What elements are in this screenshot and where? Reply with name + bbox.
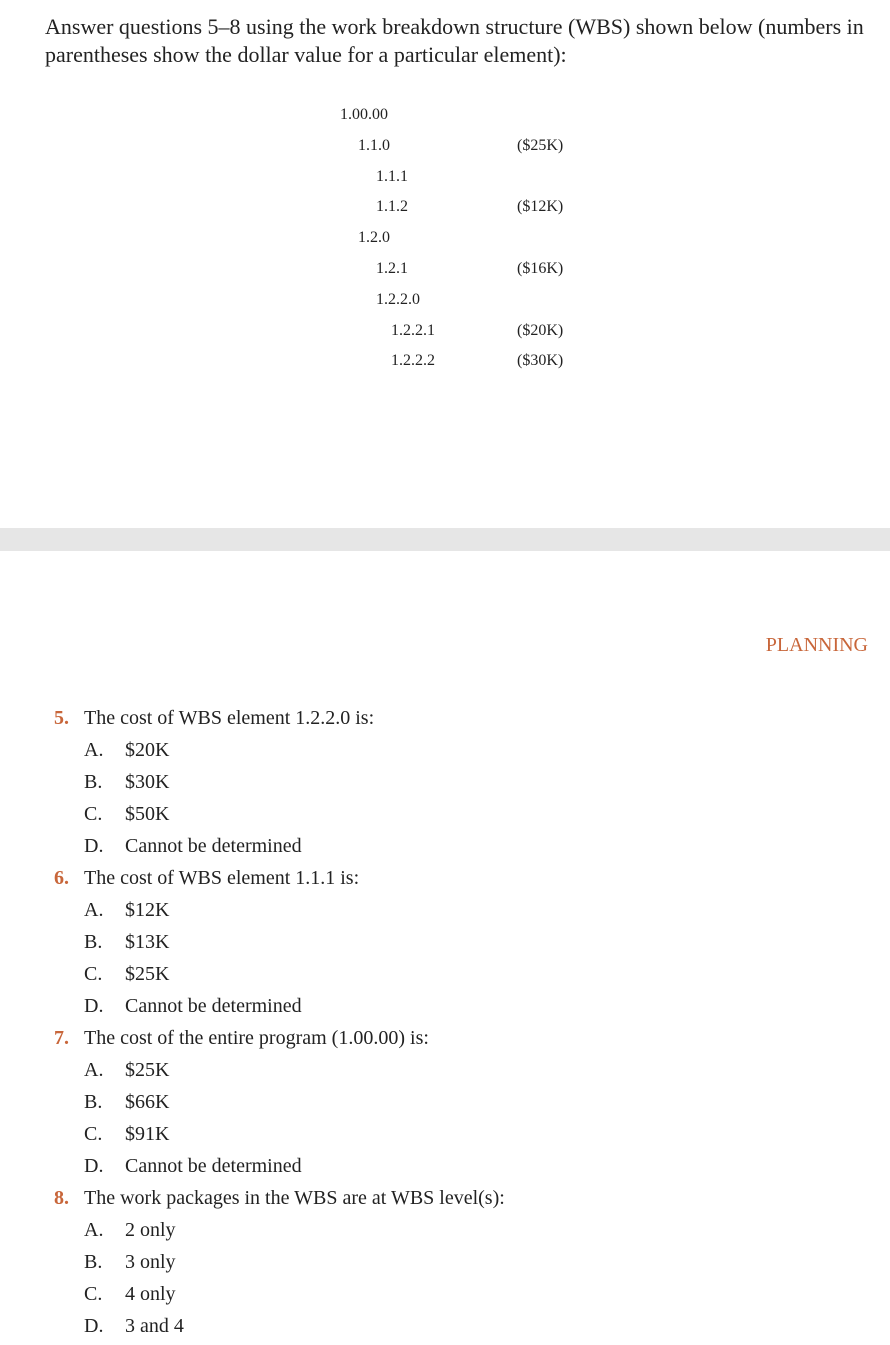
wbs-value: ($30K) <box>517 352 564 370</box>
option-text: Cannot be determined <box>125 835 302 857</box>
option-text: $91K <box>125 1123 170 1145</box>
question-number: 8. <box>54 1187 69 1209</box>
answer-option[interactable] <box>84 1282 176 1306</box>
option-letter: C. <box>84 1283 103 1305</box>
wbs-row <box>0 196 890 218</box>
wbs-code: 1.1.0 <box>358 136 390 154</box>
option-letter: C. <box>84 1123 103 1145</box>
option-letter: D. <box>84 1155 104 1177</box>
question <box>54 1186 854 1210</box>
option-letter: A. <box>84 1219 104 1241</box>
answer-option[interactable] <box>84 930 169 954</box>
option-text: Cannot be determined <box>125 995 302 1017</box>
question-text: The cost of the entire program (1.00.00) is: <box>84 1027 429 1049</box>
option-text: $25K <box>125 963 170 985</box>
option-text: 2 only <box>125 1219 176 1241</box>
answer-option[interactable] <box>84 1154 302 1178</box>
answer-option[interactable] <box>84 834 302 858</box>
question-number: 6. <box>54 867 69 889</box>
answer-option[interactable] <box>84 994 302 1018</box>
option-letter: A. <box>84 1059 104 1081</box>
question-text: The cost of WBS element 1.2.2.0 is: <box>84 707 375 729</box>
option-letter: D. <box>84 995 104 1017</box>
wbs-value: ($20K) <box>517 321 564 339</box>
wbs-row <box>0 350 890 372</box>
wbs-value: ($12K) <box>517 198 564 216</box>
answer-option[interactable] <box>84 898 169 922</box>
question-number: 5. <box>54 707 69 729</box>
wbs-row <box>0 166 890 188</box>
option-text: 3 only <box>125 1251 176 1273</box>
wbs-value: ($16K) <box>517 260 564 277</box>
question <box>54 706 854 730</box>
question <box>54 1026 854 1050</box>
option-letter: C. <box>84 963 103 985</box>
answer-option[interactable] <box>84 802 169 826</box>
option-letter: C. <box>84 803 103 825</box>
option-text: $20K <box>125 739 170 761</box>
option-text: $66K <box>125 1091 170 1113</box>
wbs-value: ($25K) <box>517 136 564 154</box>
option-text: $13K <box>125 931 170 953</box>
wbs-row <box>0 104 890 126</box>
wbs-code: 1.1.2 <box>376 198 408 216</box>
answer-option[interactable] <box>84 770 169 794</box>
wbs-code: 1.00.00 <box>340 106 388 123</box>
option-letter: A. <box>84 899 104 921</box>
answer-option[interactable] <box>84 1122 169 1146</box>
answer-option[interactable] <box>84 1058 169 1082</box>
option-text: $50K <box>125 803 170 825</box>
option-text: Cannot be determined <box>125 1155 302 1177</box>
wbs-row <box>0 320 890 342</box>
wbs-code: 1.2.0 <box>358 229 390 247</box>
option-letter: D. <box>84 1315 104 1337</box>
question-text: The work packages in the WBS are at WBS level(s): <box>84 1187 505 1209</box>
answer-option[interactable] <box>84 1218 176 1242</box>
wbs-row <box>0 258 890 280</box>
wbs-code: 1.2.2.1 <box>391 321 435 339</box>
wbs-code: 1.2.2.0 <box>376 290 420 308</box>
intro-paragraph: Answer questions 5–8 using the work breakdown structure (WBS) shown below (numbers in parentheses show the dollar value for a particular element): <box>45 14 864 67</box>
option-letter: A. <box>84 739 104 761</box>
question <box>54 866 854 890</box>
option-letter: B. <box>84 931 103 953</box>
question-number: 7. <box>54 1027 69 1049</box>
option-letter: B. <box>84 1251 103 1273</box>
wbs-code: 1.1.1 <box>376 167 408 185</box>
running-head: PLANNING <box>765 634 868 656</box>
page-divider <box>0 528 890 551</box>
question-text: The cost of WBS element 1.1.1 is: <box>84 867 360 889</box>
option-letter: D. <box>84 835 104 857</box>
option-letter: B. <box>84 1091 103 1113</box>
answer-option[interactable] <box>84 1250 176 1274</box>
option-text: 4 only <box>125 1283 176 1305</box>
answer-option[interactable] <box>84 962 169 986</box>
option-text: 3 and 4 <box>125 1315 184 1337</box>
wbs-code: 1.2.2.2 <box>391 352 435 370</box>
option-letter: B. <box>84 771 103 793</box>
answer-option[interactable] <box>84 738 169 762</box>
wbs-row <box>0 289 890 311</box>
wbs-code: 1.2.1 <box>376 260 408 277</box>
option-text: $12K <box>125 899 170 921</box>
answer-option[interactable] <box>84 1090 169 1114</box>
option-text: $25K <box>125 1059 170 1081</box>
answer-option[interactable] <box>84 1314 184 1338</box>
wbs-row <box>0 135 890 157</box>
option-text: $30K <box>125 771 170 793</box>
wbs-row <box>0 227 890 249</box>
